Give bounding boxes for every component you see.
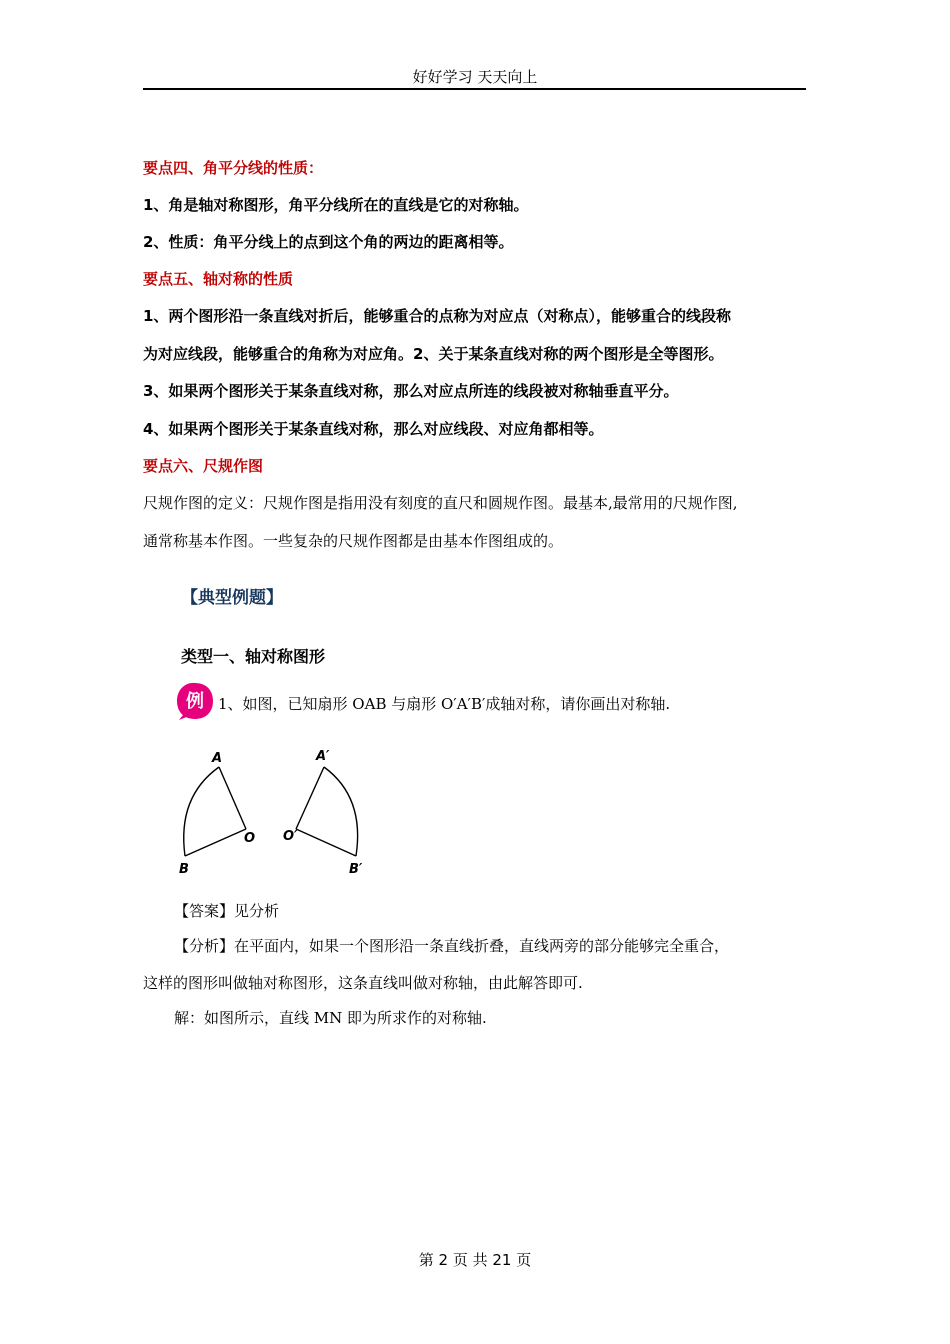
section6-para-line2: 通常称基本作图。一些复杂的尺规作图都是由基本作图组成的。 (143, 532, 564, 550)
answer-line: 【答案】见分析 (174, 902, 280, 920)
label-o: O (244, 831, 256, 846)
section4-item1: 1、角是轴对称图形，角平分线所在的直线是它的对称轴。 (143, 196, 529, 214)
segment-ob (185, 829, 246, 856)
example1-question: 1、如图，已知扇形 OAB 与扇形 O′A′B′成轴对称，请你画出对称轴. (218, 695, 671, 713)
label-a-prime: A′ (316, 749, 330, 764)
segment-oa-prime (296, 767, 324, 829)
section5-item3: 3、如果两个图形关于某条直线对称，那么对应点所连的线段被对称轴垂直平分。 (143, 382, 679, 400)
example-badge-char: 例 (186, 691, 204, 712)
section5-heading: 要点五、轴对称的性质 (143, 270, 294, 288)
analysis-line1: 【分析】在平面内，如果一个图形沿一条直线折叠，直线两旁的部分能够完全重合， (174, 937, 730, 955)
section5-item4: 4、如果两个图形关于某条直线对称，那么对应线段、对应角都相等。 (143, 420, 604, 438)
section5-item1-line2: 为对应线段，能够重合的角称为对应角。2、关于某条直线对称的两个图形是全等图形。 (143, 345, 724, 363)
section4-heading: 要点四、角平分线的性质： (143, 159, 324, 177)
section6-para-line1: 尺规作图的定义：尺规作图是指用没有刻度的直尺和圆规作图。最基本,最常用的尺规作图, (143, 494, 738, 512)
segment-oa (219, 767, 246, 829)
type1-title: 类型一、轴对称图形 (181, 647, 326, 666)
solution-line: 解：如图所示，直线 MN 即为所求作的对称轴. (174, 1009, 487, 1027)
section6-heading: 要点六、尺规作图 (143, 457, 264, 475)
header-divider (143, 88, 806, 90)
page-header-title: 好好学习 天天向上 (412, 68, 538, 86)
page-footer: 第 2 页 共 21 页 (418, 1251, 532, 1269)
section4-item2: 2、性质：角平分线上的点到这个角的两边的距离相等。 (143, 233, 514, 251)
example-badge-icon (175, 681, 215, 721)
analysis-line2: 这样的图形叫做轴对称图形，这条直线叫做对称轴，由此解答即可. (143, 974, 583, 992)
examples-heading: 【典型例题】 (181, 588, 283, 608)
section5-item1-line1: 1、两个图形沿一条直线对折后，能够重合的点称为对应点（对称点），能够重合的线段称 (143, 307, 731, 325)
arc-ab-prime (324, 767, 358, 856)
sector-figure (172, 742, 382, 882)
label-o-prime: O′ (283, 829, 298, 844)
segment-ob-prime (296, 829, 356, 856)
label-b-prime: B′ (349, 862, 363, 877)
label-a: A (212, 751, 223, 766)
label-b: B (179, 862, 189, 877)
